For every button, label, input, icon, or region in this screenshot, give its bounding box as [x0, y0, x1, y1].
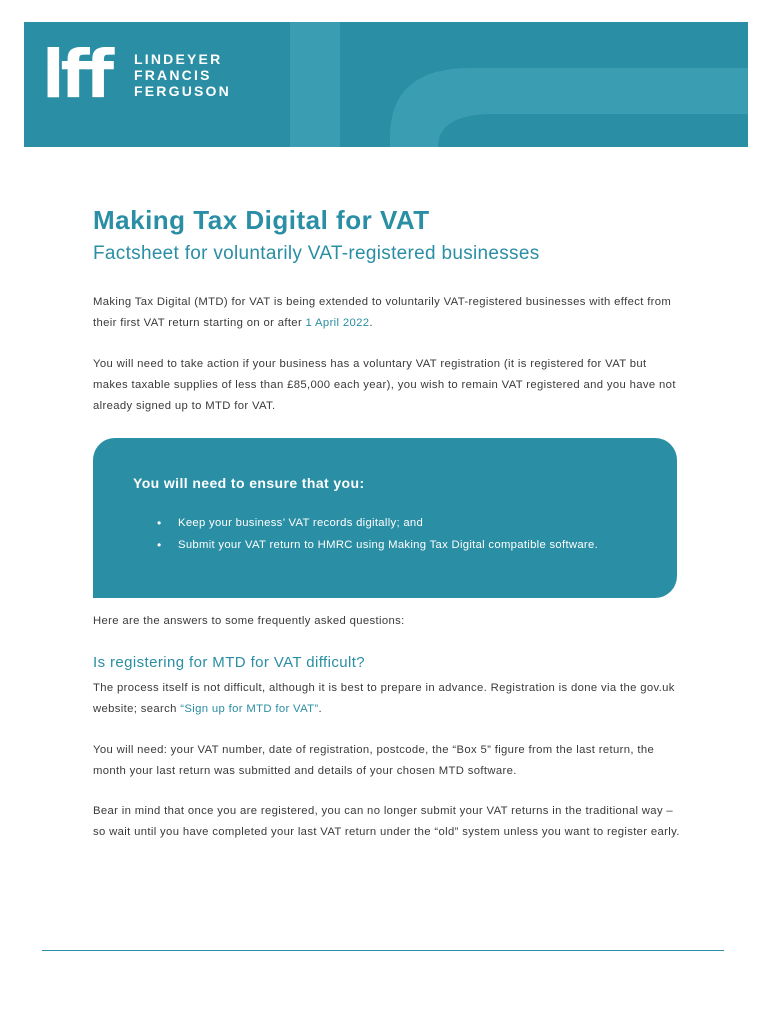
- requirements-callout: [93, 438, 677, 598]
- intro-paragraph-1: [93, 292, 685, 334]
- brand-name-line-2: FRANCIS: [134, 67, 212, 83]
- faq-1-p1-text: The process itself is not difficult, although it is best to prepare in advance. Registration is done via the gov.uk website; search: [93, 682, 675, 715]
- faq-intro: Here are the answers to some frequently asked questions:: [93, 615, 405, 627]
- bullet-icon: •: [157, 516, 162, 530]
- header-banner: [24, 22, 748, 147]
- sign-up-search-link[interactable]: “Sign up for MTD for VAT”: [180, 703, 319, 715]
- footer-divider: [42, 950, 724, 951]
- decorative-curve: [24, 22, 748, 147]
- brand-wordmark: [134, 51, 231, 99]
- faq-1-p1-end: .: [318, 703, 323, 715]
- bullet-icon: •: [157, 538, 162, 552]
- brand-logo-mark: lff: [42, 36, 111, 113]
- intro-paragraph-2: You will need to take action if your business has a voluntary VAT registration (it is registered for VAT but makes taxable supplies of less than £85,000 each year), you wish to remain VAT registered and you have not already signed up to MTD for VAT.: [93, 358, 676, 412]
- faq-question-1: Is registering for MTD for VAT difficult?: [93, 654, 366, 671]
- callout-heading: You will need to ensure that you:: [133, 475, 365, 491]
- list-item: [137, 512, 598, 534]
- faq-1-paragraph-2: You will need: your VAT number, date of registration, postcode, the “Box 5” figure from the last return, the month your last return was submitted and details of your chosen MTD software.: [93, 744, 655, 777]
- page-subtitle: Factsheet for voluntarily VAT-registered businesses: [93, 243, 540, 264]
- brand-name-line-1: LINDEYER: [134, 51, 223, 67]
- faq-1-paragraph-1: [93, 678, 685, 720]
- intro-1-end: .: [369, 317, 373, 329]
- page-title: Making Tax Digital for VAT: [93, 205, 430, 235]
- intro-1-text: Making Tax Digital (MTD) for VAT is being extended to voluntarily VAT-registered businesses with effect from their first VAT return starting on or after: [93, 296, 672, 329]
- faq-1-paragraph-3: Bear in mind that once you are registered, you can no longer submit your VAT returns in the traditional way – so wait until you have completed your last VAT return under the “old” system unless you want to register early.: [93, 805, 680, 838]
- requirements-list: [137, 512, 598, 556]
- brand-name-line-3: FERGUSON: [134, 83, 231, 99]
- list-item: [137, 534, 598, 556]
- requirement-text: Keep your business’ VAT records digitally; and: [178, 517, 424, 529]
- requirement-text: Submit your VAT return to HMRC using Making Tax Digital compatible software.: [178, 539, 599, 551]
- date-link[interactable]: 1 April 2022: [305, 317, 370, 329]
